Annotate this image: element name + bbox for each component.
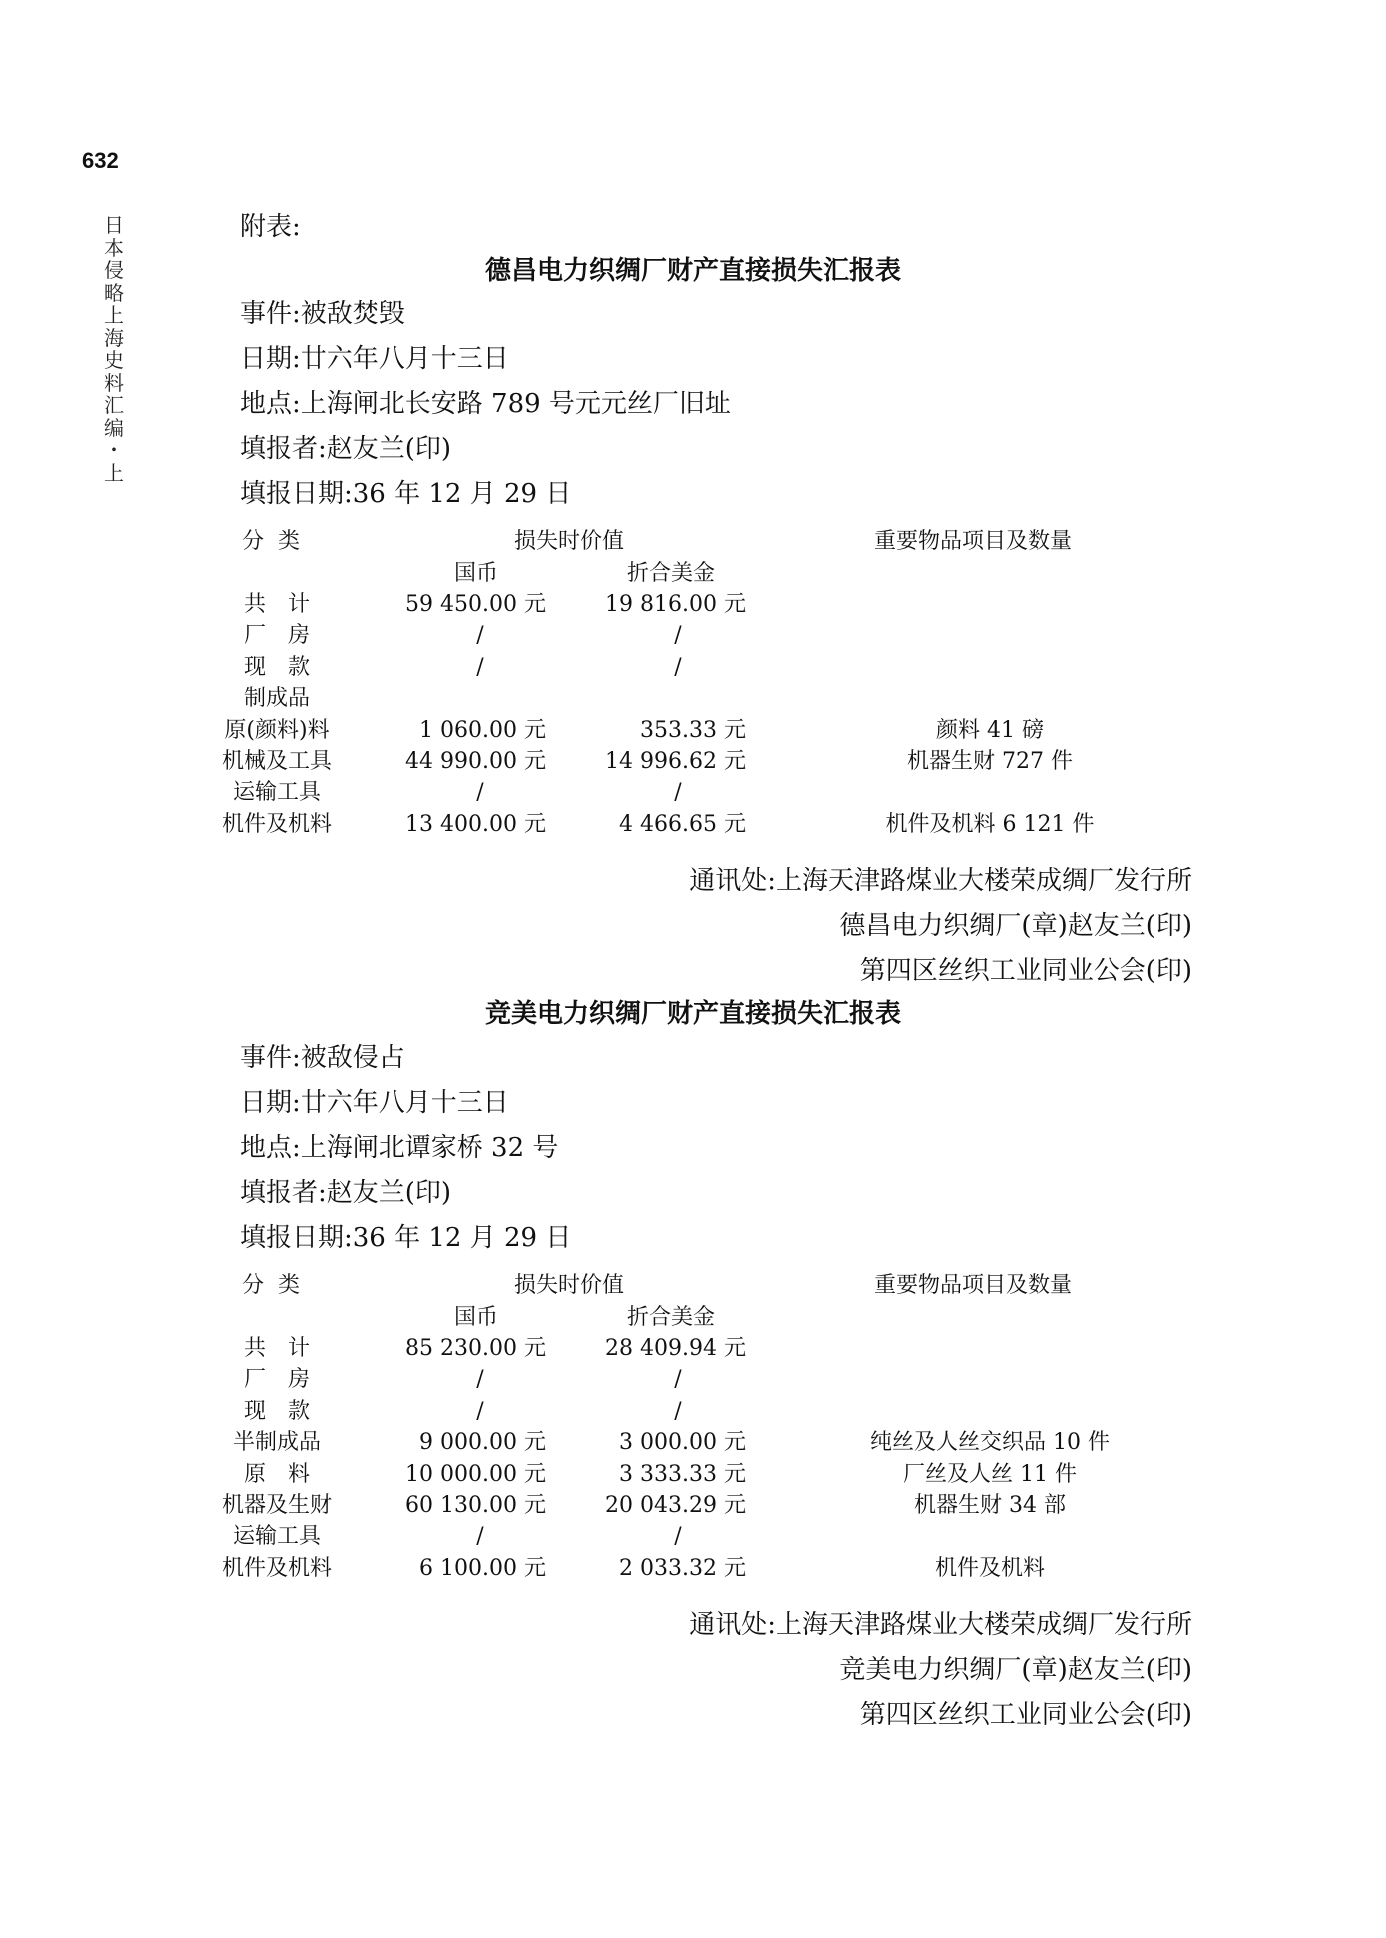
row-category: 厂 房: [243, 1367, 310, 1393]
header-cny: 国币: [454, 561, 499, 586]
company-signature: 德昌电力织绸厂(章)赵友兰(印): [839, 911, 1192, 941]
header-category: 分类: [242, 529, 315, 554]
row-cny-value: 6 100.00 元: [419, 1555, 546, 1581]
row-category: 运输工具: [232, 1524, 321, 1550]
row-cny-value: /: [476, 1367, 484, 1393]
row-cny-value: /: [476, 1398, 484, 1424]
header-category: 分类: [242, 1273, 315, 1298]
row-category: 半制成品: [232, 1430, 321, 1456]
header-usd: 折合美金: [627, 561, 716, 586]
row-cny-value: 9 000.00 元: [419, 1430, 546, 1456]
reporter-field: 填报者:赵友兰(印): [240, 434, 452, 464]
row-cny-value: /: [476, 1524, 484, 1550]
row-usd-value: 20 043.29 元: [605, 1493, 746, 1518]
row-usd-value: 3 000.00 元: [619, 1430, 746, 1456]
row-usd-value: /: [674, 1398, 682, 1424]
row-category: 原(颜料)料: [224, 717, 330, 743]
row-items: 机器生财 34 部: [914, 1493, 1066, 1518]
row-usd-value: 353.33 元: [640, 717, 746, 743]
row-items: 厂丝及人丝 11 件: [903, 1461, 1077, 1487]
row-category: 制成品: [243, 686, 310, 712]
location-field: 地点:上海闸北谭家桥 32 号: [240, 1133, 559, 1163]
row-category: 机器及生财: [221, 1493, 332, 1518]
row-usd-value: 2 033.32 元: [619, 1555, 746, 1581]
row-items: 颜料 41 磅: [936, 717, 1044, 743]
row-category: 机械及工具: [221, 749, 332, 774]
row-cny-value: 1 060.00 元: [419, 717, 546, 743]
row-category: 厂 房: [243, 623, 310, 649]
row-usd-value: /: [674, 1367, 682, 1393]
row-usd-value: 3 333.33 元: [619, 1461, 746, 1487]
side-running-title: 日 本 侵 略 上 海 史 料 汇 编 ・ 上: [104, 213, 124, 485]
header-loss-value: 损失时价值: [514, 529, 625, 554]
report-title: 德昌电力织绸厂财产直接损失汇报表: [484, 256, 901, 286]
event-field: 事件:被敌焚毁: [240, 299, 405, 329]
row-usd-value: /: [674, 780, 682, 806]
contact-address: 通讯处:上海天津路煤业大楼荣成绸厂发行所: [689, 1610, 1192, 1640]
row-cny-value: 60 130.00 元: [405, 1493, 546, 1518]
row-items: 纯丝及人丝交织品 10 件: [870, 1430, 1110, 1456]
row-cny-value: 44 990.00 元: [405, 749, 546, 774]
contact-address: 通讯处:上海天津路煤业大楼荣成绸厂发行所: [689, 866, 1192, 896]
row-items: 机器生财 727 件: [907, 749, 1073, 774]
row-category: 现 款: [243, 1398, 310, 1424]
header-loss-value: 损失时价值: [514, 1273, 625, 1298]
date-field: 日期:廿六年八月十三日: [240, 1088, 509, 1118]
row-cny-value: 13 400.00 元: [405, 811, 546, 837]
row-usd-value: /: [674, 623, 682, 649]
date-field: 日期:廿六年八月十三日: [240, 344, 509, 374]
row-usd-value: 19 816.00 元: [605, 592, 746, 617]
header-items: 重要物品项目及数量: [874, 1273, 1073, 1298]
row-category: 现 款: [243, 654, 310, 680]
row-items: 机件及机料 6 121 件: [885, 811, 1095, 837]
reporter-field: 填报者:赵友兰(印): [240, 1178, 452, 1208]
location-field: 地点:上海闸北长安路 789 号元元丝厂旧址: [240, 389, 731, 419]
row-cny-value: /: [476, 654, 484, 680]
report-date-field: 填报日期:36 年 12 月 29 日: [240, 479, 572, 509]
company-signature: 竞美电力织绸厂(章)赵友兰(印): [839, 1655, 1192, 1685]
row-category: 运输工具: [232, 780, 321, 806]
page-number: 632: [82, 148, 119, 173]
row-usd-value: 4 466.65 元: [619, 811, 746, 837]
row-cny-value: 85 230.00 元: [405, 1336, 546, 1361]
union-signature: 第四区丝织工业同业公会(印): [859, 956, 1192, 986]
row-usd-value: 28 409.94 元: [605, 1336, 746, 1361]
row-category: 机件及机料: [221, 1555, 332, 1581]
row-usd-value: /: [674, 1524, 682, 1550]
header-usd: 折合美金: [627, 1305, 716, 1330]
union-signature: 第四区丝织工业同业公会(印): [859, 1700, 1192, 1730]
row-cny-value: /: [476, 780, 484, 806]
report-title: 竞美电力织绸厂财产直接损失汇报表: [484, 999, 901, 1029]
row-category: 共 计: [243, 1336, 310, 1361]
row-usd-value: 14 996.62 元: [605, 749, 746, 774]
row-usd-value: /: [674, 654, 682, 680]
header-cny: 国币: [454, 1305, 499, 1330]
row-category: 机件及机料: [221, 811, 332, 837]
row-cny-value: 59 450.00 元: [405, 592, 546, 617]
header-items: 重要物品项目及数量: [874, 529, 1073, 554]
row-category: 原 料: [243, 1461, 310, 1487]
attachment-label: 附表:: [240, 212, 301, 242]
report-date-field: 填报日期:36 年 12 月 29 日: [240, 1223, 572, 1253]
event-field: 事件:被敌侵占: [240, 1043, 405, 1073]
row-cny-value: /: [476, 623, 484, 649]
row-cny-value: 10 000.00 元: [405, 1461, 546, 1487]
row-category: 共 计: [243, 592, 310, 617]
row-items: 机件及机料: [934, 1555, 1045, 1581]
